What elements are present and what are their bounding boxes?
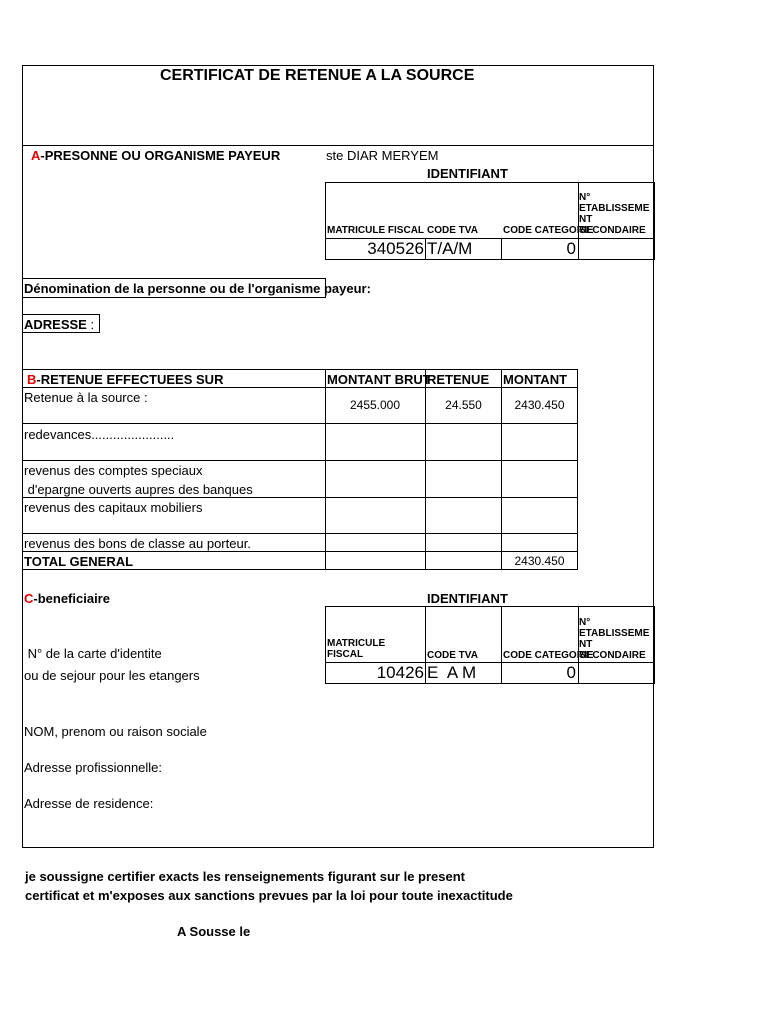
section-a-letter: A: [31, 148, 41, 163]
beneficiaire-code-categorie-value: 0: [566, 663, 576, 682]
row-redevances-label: redevances.......................: [24, 427, 175, 442]
c-etab-line3: NT: [579, 639, 593, 650]
identifiant-a-label: IDENTIFIANT: [427, 166, 508, 181]
header-etab-secondaire: [579, 192, 649, 236]
identifiant-c-col1: [425, 606, 426, 684]
header-retenue: RETENUE: [427, 372, 490, 387]
header-c-matricule: [327, 638, 385, 660]
denomination-label: Dénomination de la personne ou de l'organisme payeur:: [24, 281, 371, 296]
etab-line1: N°: [579, 192, 591, 203]
section-c-letter: C: [24, 591, 34, 606]
c-matricule-line2: FISCAL: [327, 649, 364, 660]
row-bons-classe-label: revenus des bons de classe au porteur.: [24, 536, 251, 551]
identifiant-c-label: IDENTIFIANT: [427, 591, 508, 606]
section-c-label: -beneficiaire: [33, 591, 110, 606]
total-general-montant: 2430.450: [514, 554, 565, 568]
c-etab-line2: ETABLISSEME: [579, 628, 650, 639]
header-montant: MONTANT: [503, 372, 568, 387]
footer-line1: je soussigne certifier exacts les renseignements figurant sur le present: [25, 869, 466, 884]
etab-line2: ETABLISSEME: [579, 203, 650, 214]
adresse-pro-label: Adresse profissionnelle:: [24, 760, 163, 775]
section-a-label: -PRESONNE OU ORGANISME PAYEUR: [40, 148, 281, 163]
c-etab-line1: N°: [579, 617, 591, 628]
section-c-heading: [24, 591, 110, 606]
adresse-res-label: Adresse de residence:: [24, 796, 154, 811]
retenue-row2-divider: [22, 460, 578, 461]
row-retenue-source-retenue: 24.550: [445, 398, 482, 412]
header-montant-brut: MONTANT BRUT: [327, 372, 431, 387]
header-c-etab-secondaire: [579, 617, 649, 661]
retenue-row1-divider: [22, 423, 578, 424]
title-divider: [22, 145, 654, 146]
adresse-label-wrap: [24, 317, 94, 332]
retenue-header-divider: [22, 387, 578, 388]
row-retenue-source-label: Retenue à la source :: [24, 390, 148, 405]
footer-place: A Sousse le: [177, 924, 251, 939]
retenue-row5-divider: [22, 551, 578, 552]
page-title: CERTIFICAT DE RETENUE A LA SOURCE: [160, 67, 475, 84]
payer-name: ste DIAR MERYEM: [326, 148, 439, 163]
identifiant-a-col1: [425, 238, 426, 260]
etab-line3: NT: [579, 214, 593, 225]
total-general-label: TOTAL GENERAL: [24, 554, 134, 569]
sejour-label: ou de sejour pour les etangers: [24, 668, 200, 683]
section-a-heading: [31, 148, 280, 163]
c-etab-line4: SECONDAIRE: [579, 650, 646, 661]
section-b-label: -RETENUE EFFECTUEES SUR: [36, 372, 224, 387]
header-code-categorie: CODE CATEGORIE: [503, 225, 594, 236]
header-c-code-categorie: CODE CATEGORIE: [503, 650, 594, 661]
payer-code-tva-value: T/A/M: [427, 239, 473, 258]
payer-matricule-value: 340526: [367, 239, 424, 258]
c-matricule-line1: MATRICULE: [327, 638, 386, 649]
carte-identite-label: N° de la carte d'identite: [24, 646, 162, 661]
section-b-heading: [27, 372, 223, 387]
section-b-letter: B: [27, 372, 37, 387]
row-comptes-speciaux-label1: revenus des comptes speciaux: [24, 463, 203, 478]
payer-code-categorie-value: 0: [566, 239, 576, 258]
beneficiaire-matricule-value: 10426: [376, 663, 424, 682]
row-retenue-source-brut: 2455.000: [349, 398, 401, 412]
row-retenue-source-montant: 2430.450: [514, 398, 565, 412]
header-matricule-fiscal: MATRICULE FISCAL: [327, 225, 425, 236]
retenue-row4-divider: [22, 533, 578, 534]
header-c-code-tva: CODE TVA: [427, 650, 478, 661]
adresse-label: ADRESSE: [24, 317, 87, 332]
adresse-colon: :: [86, 317, 95, 332]
etab-line4: SECONDAIRE: [579, 225, 646, 236]
nom-label: NOM, prenom ou raison sociale: [24, 724, 207, 739]
footer-line2: certificat et m'exposes aux sanctions prevues par la loi pour toute inexactitude: [25, 888, 513, 903]
header-code-tva: CODE TVA: [427, 225, 478, 236]
row-comptes-speciaux-label2: d'epargne ouverts aupres des banques: [24, 482, 253, 497]
beneficiaire-code-tva-value: E A M: [427, 663, 477, 682]
row-capitaux-mobiliers-label: revenus des capitaux mobiliers: [24, 500, 203, 515]
retenue-row3-divider: [22, 497, 578, 498]
